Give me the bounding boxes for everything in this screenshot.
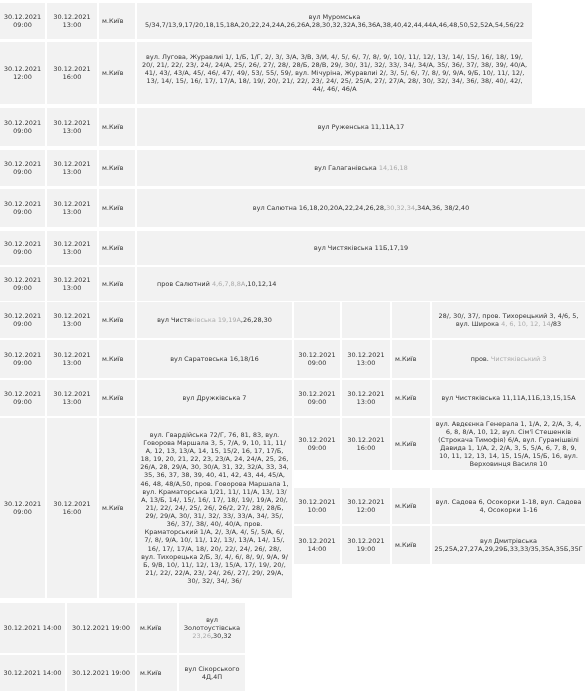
end-time: 30.12.2021 13:00 (47, 189, 97, 227)
empty-cell (294, 302, 340, 338)
city: м.Київ (392, 340, 430, 378)
city: м.Київ (99, 189, 135, 227)
address: вул Чистяківська 19,19А,26,28,30 (137, 302, 292, 338)
end-time: 30.12.2021 13:00 (342, 340, 390, 378)
end-time: 30.12.2021 13:00 (47, 302, 97, 338)
end-time: 30.12.2021 16:00 (47, 418, 97, 598)
city: м.Київ (99, 380, 135, 416)
address: вул. Лугова, Журавлиі 1/, 1/Б, 1/Г, 2/, 3/, 3/А, 3/В, 3/И, 4/, 5/, 6/, 7/, 8/, 9/, 10/, 11/, 12/, 13/, 14/, 15/, 16/, 18/, 19/, 20/, 21/, 22/, 23/, 24/, 24/А, 25/, 26/, 27/, 28/, 28/Б, 28/В, 29/, 30/, 31/, 32/, 33/, 34/, 34/А, 35/, 36/, 37/, 38/, 39/, 40/А, 41/, 43/, 43/А, 45/, 46/, 47/, 49/, 53/, 55/, 59/, вул. Мічуріна, Журавлиі 2/, 3/, 5/, 6/, 7/, 8/, 9/, 9/А, 9/Б, 10/, 11/, 12/, 13/, 14/, 15/, 16/, 17/, 17/А, 18/, 19/, 20/, 21/, 22/, 23/, 24/, 25/, 25/А, 27/, 27/А, 28/, 30/, 32/, 34/, 36/, 38/, 40/, 42/, 44/, 46/, 46/А (137, 42, 532, 104)
end-time: 30.12.2021 13:00 (47, 380, 97, 416)
end-time: 30.12.2021 13:00 (47, 231, 97, 265)
city: м.Київ (392, 380, 430, 416)
end-time: 30.12.2021 13:00 (342, 380, 390, 416)
start-time: 30.12.2021 09:00 (0, 108, 45, 146)
end-time: 30.12.2021 13:00 (47, 267, 97, 301)
start-time: 30.12.2021 09:00 (0, 150, 45, 186)
city: м.Київ (392, 418, 430, 470)
address: вул Муромська 5/34,7/13,9,17/20,18,15,18А,20,22,24,24А,26,26А,28,30,32,32А,36,36А,38,40,42,44,44А,46,48,50,52,52А,54,56/22 (137, 3, 532, 39)
address: вул. Садова 6, Осокорки 1-18, вул. Садова 4, Осокорки 1-16 (432, 488, 585, 524)
city: м.Київ (99, 231, 135, 265)
city: м.Київ (99, 108, 135, 146)
start-time: 30.12.2021 09:00 (0, 418, 45, 598)
end-time: 30.12.2021 13:00 (47, 3, 97, 39)
address: вул Золотоустівська 23,26,30,32 (179, 603, 245, 653)
start-time: 30.12.2021 09:00 (0, 3, 45, 39)
city: м.Київ (392, 488, 430, 524)
city: м.Київ (99, 267, 135, 301)
address: вул Саратовська 16,18/16 (137, 340, 292, 378)
end-time: 30.12.2021 13:00 (47, 108, 97, 146)
end-time: 30.12.2021 16:00 (47, 42, 97, 104)
start-time: 30.12.2021 09:00 (0, 231, 45, 265)
city: м.Київ (137, 655, 177, 691)
address: 28/, 30/, 37/, пров. Тихорецький 3, 4/6, 5, вул. Широка 4, 6, 10, 12, 14/83 (432, 302, 585, 338)
address: вул. Авдєєнка Генерала 1, 1/А, 2, 2/А, 3, 4, 6, 8, 8/А, 10, 12, вул. Сім'ї Стешенків (Строкача Тимофія) 6/А, вул. Гурамішвілі Давида 1, 1/А, 2, 2/А, 3, 5, 5/А, 6, 7, 8, 9, 10, 11, 12, 13, 14, 15, 15/А, 15/Б, 16, вул. Верховинця Василя 10 (432, 418, 585, 470)
address: вул. Гвардійська 72/Г, 76, 81, 83, вул. Говорова Маршала 3, 5, 7/А, 9, 10, 11, 11/А, 12, 13, 13/А, 14, 15, 15/2, 16, 17, 17/Б, 18, 19, 20, 21, 22, 23, 23/А, 24, 24/А, 25, 26, 26/А, 28, 29/А, 30, 30/А, 31, 32, 32/А, 33, 34, 35, 36, 37, 38, 39, 40, 41, 42, 43, 44, 45/А, 46, 48, 48/А,50, пров. Говорова Маршала 1, вул. Краматорська 1/21, 11/, 11/А, 13/, 13/А, 13/Б, 14/, 15/, 16/, 17/, 18/, 19/, 19/А, 20/, 21/, 22/, 24/, 25/, 26/, 26/2, 27/, 28/, 28/Б, 29/, 29/А, 30/, 31/, 32/, 33/, 33/А, 34/, 35/, 36/, 37/, 38/, 40/, 40/А, пров. Краматорський 1/А, 2/, 3/А, 4/, 5/, 5/А, 6/, 7/, 8/, 9/А, 10/, 11/, 12/, 13/, 13/А, 14/, 15/, 16/, 17/, 17/А, 18/, 20/, 22/, 24/, 26/, 28/, вул. Тихорецька 2/Б, 3/, 4/, 6/, 8/, 9/, 9/А, 9/Б, 9/В, 10/, 11/, 12/, 13/, 15/А, 17/, 19/, 20/, 21/, 22/, 22/А, 23/, 24/, 26/, 27/, 29/, 29/А, 30/, 32/, 34/, 36/ (137, 418, 292, 598)
empty-cell (392, 302, 430, 338)
city: м.Київ (99, 302, 135, 338)
city: м.Київ (392, 526, 430, 564)
start-time: 30.12.2021 14:00 (294, 526, 340, 564)
address: вул Дружківська 7 (137, 380, 292, 416)
start-time: 30.12.2021 09:00 (294, 380, 340, 416)
city: м.Київ (99, 418, 135, 598)
city: м.Київ (99, 340, 135, 378)
start-time: 30.12.2021 09:00 (294, 340, 340, 378)
address: вул Галаганівська 14,16,18 (137, 150, 585, 186)
end-time: 30.12.2021 16:00 (342, 418, 390, 470)
empty-cell (342, 302, 390, 338)
end-time: 30.12.2021 19:00 (67, 655, 135, 691)
end-time: 30.12.2021 13:00 (47, 340, 97, 378)
address: вул Дмитрівська 25,25А,27,27А,29,29Б,33,33/35,35А,35Б,35Г (432, 526, 585, 564)
start-time: 30.12.2021 09:00 (0, 340, 45, 378)
city: м.Київ (99, 42, 135, 104)
start-time: 30.12.2021 12:00 (0, 42, 45, 104)
start-time: 30.12.2021 09:00 (0, 380, 45, 416)
end-time: 30.12.2021 13:00 (47, 150, 97, 186)
city: м.Київ (137, 603, 177, 653)
end-time: 30.12.2021 19:00 (342, 526, 390, 564)
address: вул Чистяківська 11,11А,11Б,13,15,15А (432, 380, 585, 416)
start-time: 30.12.2021 09:00 (0, 189, 45, 227)
address: вул Салютна 16,18,20,20А,22,24,26,28,30,32,34,34А,36, 38/2,40 (137, 189, 585, 227)
address: вул Руженська 11,11А,17 (137, 108, 585, 146)
address: пров Салютний 4,6,7,8,8А,10,12,14 (137, 267, 585, 301)
address: вул Чистяківська 11Б,17,19 (137, 231, 585, 265)
end-time: 30.12.2021 19:00 (67, 603, 135, 653)
start-time: 30.12.2021 14:00 (0, 655, 65, 691)
end-time: 30.12.2021 12:00 (342, 488, 390, 524)
address: вул Сікорського 4Д,4П (179, 655, 245, 691)
city: м.Київ (99, 150, 135, 186)
city: м.Київ (99, 3, 135, 39)
start-time: 30.12.2021 09:00 (0, 267, 45, 301)
start-time: 30.12.2021 09:00 (0, 302, 45, 338)
start-time: 30.12.2021 10:00 (294, 488, 340, 524)
start-time: 30.12.2021 14:00 (0, 603, 65, 653)
start-time: 30.12.2021 09:00 (294, 418, 340, 470)
address: пров. Чистяківський 3 (432, 340, 585, 378)
